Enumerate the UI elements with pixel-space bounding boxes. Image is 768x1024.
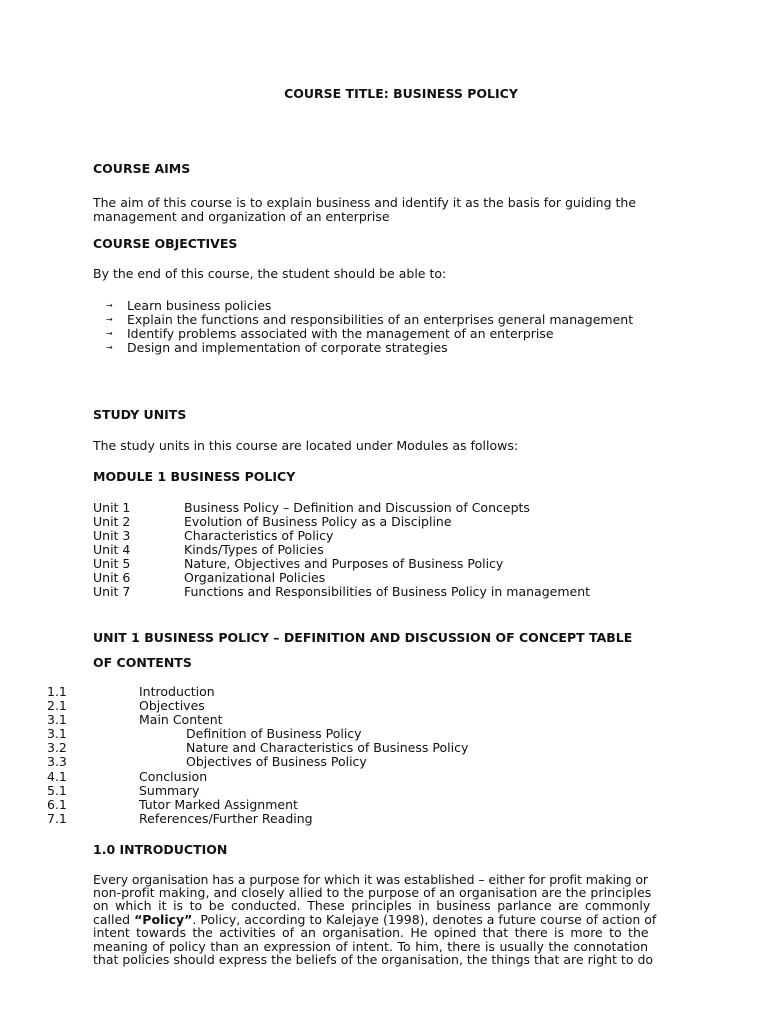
toc-label: Tutor Marked Assignment — [139, 797, 298, 812]
unit-title: Organizational Policies — [184, 570, 326, 585]
unit-title: Kinds/Types of Policies — [184, 542, 324, 557]
toc-entry — [47, 685, 215, 699]
toc-label: Conclusion — [139, 769, 208, 784]
paragraph-line: on which it is to be conducted. These principles in business parlance are commonly — [93, 898, 651, 913]
toc-label: Summary — [139, 783, 200, 798]
toc-number: 1.1 — [47, 684, 67, 699]
toc-label: Definition of Business Policy — [186, 726, 362, 741]
toc-number: 3.2 — [47, 740, 67, 755]
course-objectives-intro: By the end of this course, the student should be able to: — [93, 266, 447, 281]
list-item — [93, 501, 530, 515]
toc-label: Main Content — [139, 712, 223, 727]
toc-number: 4.1 — [47, 769, 67, 784]
toc-number: 6.1 — [47, 797, 67, 812]
list-item — [93, 557, 503, 571]
toc-label: Introduction — [139, 684, 215, 699]
list-item — [106, 341, 448, 356]
paragraph-text: called — [93, 912, 135, 927]
unit-label: Unit 6 — [93, 570, 131, 585]
toc-entry — [47, 770, 207, 784]
toc-entry — [47, 713, 223, 727]
toc-label: Objectives of Business Policy — [186, 754, 367, 769]
arrow-bullet-icon: → — [106, 342, 113, 352]
unit-title: Business Policy – Definition and Discussion of Concepts — [184, 500, 530, 515]
toc-entry — [47, 727, 362, 741]
study-units-intro: The study units in this course are located under Modules as follows: — [93, 438, 519, 453]
list-item-text: Identify problems associated with the management of an enterprise — [127, 326, 554, 341]
paragraph-text: . Policy, according to Kalejaye (1998), denotes a future course of action of — [192, 912, 657, 927]
list-item — [93, 571, 325, 585]
course-aims-text: The aim of this course is to explain business and identify it as the basis for guiding the management and organization of an enterprise — [93, 195, 637, 224]
paragraph-line: Every organisation has a purpose for which it was established – either for profit making or — [93, 872, 648, 887]
study-units-heading: STUDY UNITS — [93, 407, 187, 422]
toc-number: 3.3 — [47, 754, 67, 769]
unit-label: Unit 3 — [93, 528, 131, 543]
unit-label: Unit 2 — [93, 514, 131, 529]
toc-number: 3.1 — [47, 712, 67, 727]
unit-title: Nature, Objectives and Purposes of Business Policy — [184, 556, 504, 571]
unit-label: Unit 1 — [93, 500, 131, 515]
unit-label: Unit 5 — [93, 556, 131, 571]
unit1-heading: UNIT 1 BUSINESS POLICY – DEFINITION AND DISCUSSION OF CONCEPT TABLE — [93, 630, 633, 645]
toc-entry — [47, 755, 367, 769]
unit-label: Unit 7 — [93, 584, 131, 599]
toc-entry — [47, 741, 468, 755]
arrow-bullet-icon: → — [106, 300, 113, 310]
unit-title: Functions and Responsibilities of Business Policy in management — [184, 584, 591, 599]
list-item-text: Explain the functions and responsibilities of an enterprises general management — [127, 312, 634, 327]
toc-label: References/Further Reading — [139, 811, 313, 826]
paragraph-line: non-profit making, and closely allied to the purpose of an organisation are the principles — [93, 885, 652, 900]
list-item-text: Learn business policies — [127, 298, 272, 313]
toc-label: Nature and Characteristics of Business Policy — [186, 740, 469, 755]
list-item-text: Design and implementation of corporate strategies — [127, 340, 448, 355]
paragraph-line: intent towards the activities of an organisation. He opined that there is more to the — [93, 925, 649, 940]
unit-title: Evolution of Business Policy as a Discipline — [184, 514, 452, 529]
policy-term: “Policy” — [134, 912, 193, 927]
unit-label: Unit 4 — [93, 542, 131, 557]
course-title: COURSE TITLE: BUSINESS POLICY — [284, 86, 518, 101]
toc-number: 7.1 — [47, 811, 67, 826]
module-heading: MODULE 1 BUSINESS POLICY — [93, 469, 296, 484]
list-item — [93, 585, 590, 599]
toc-number: 5.1 — [47, 783, 67, 798]
toc-number: 3.1 — [47, 726, 67, 741]
paragraph-line: meaning of policy than an expression of intent. To him, there is usually the connotation — [93, 939, 649, 954]
toc-entry — [47, 699, 205, 713]
toc-label: Objectives — [139, 698, 205, 713]
list-item — [93, 515, 452, 529]
toc-entry — [47, 812, 313, 826]
arrow-bullet-icon: → — [106, 314, 113, 324]
toc-entry — [47, 798, 298, 812]
unit-title: Characteristics of Policy — [184, 528, 334, 543]
toc-entry — [47, 784, 199, 798]
toc-number: 2.1 — [47, 698, 67, 713]
unit1-heading-continued: OF CONTENTS — [93, 655, 192, 670]
course-aims-heading: COURSE AIMS — [93, 161, 191, 176]
arrow-bullet-icon: → — [106, 328, 113, 338]
course-objectives-heading: COURSE OBJECTIVES — [93, 236, 238, 251]
paragraph-line: that policies should express the beliefs of the organisation, the things that are right to do — [93, 952, 654, 967]
list-item — [93, 543, 324, 557]
introduction-heading: 1.0 INTRODUCTION — [93, 842, 228, 857]
list-item — [93, 529, 333, 543]
